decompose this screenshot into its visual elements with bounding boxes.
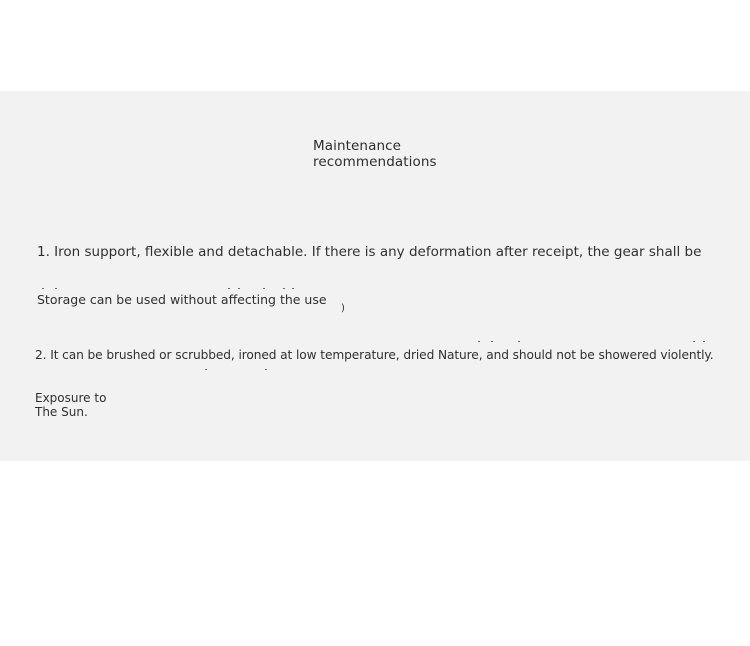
clipped-text-fragment — [263, 288, 265, 289]
exposure-note-line-2: The Sun. — [35, 405, 88, 419]
clipped-text-fragment — [292, 288, 294, 289]
clipped-text-fragment — [703, 341, 705, 342]
exposure-note — [35, 391, 106, 419]
clipped-text-fragment — [518, 341, 520, 342]
clipped-text-fragment — [228, 288, 230, 289]
closing-parenthesis: ) — [341, 303, 345, 314]
recommendation-item-2: 2. It can be brushed or scrubbed, ironed at low temperature, dried Nature, and should not be showered violently. — [35, 348, 714, 362]
clipped-text-fragment — [55, 288, 57, 289]
clipped-text-fragment — [42, 288, 44, 289]
clipped-text-fragment — [265, 369, 267, 370]
recommendation-item-1-continuation: Storage can be used without affecting the use — [37, 292, 327, 307]
clipped-text-fragment — [491, 341, 493, 342]
clipped-text-fragment — [205, 369, 207, 370]
section-title-line-2: recommendations — [313, 154, 437, 170]
clipped-text-fragment — [238, 288, 240, 289]
clipped-text-fragment — [478, 341, 480, 342]
section-title-line-1: Maintenance — [313, 138, 402, 154]
exposure-note-line-1: Exposure to — [35, 391, 107, 405]
clipped-text-fragment — [283, 288, 285, 289]
clipped-text-fragment — [693, 341, 695, 342]
recommendation-item-1: 1. Iron support, flexible and detachable. If there is any deformation after receipt, the gear shall be — [37, 244, 702, 260]
section-title — [313, 138, 437, 170]
